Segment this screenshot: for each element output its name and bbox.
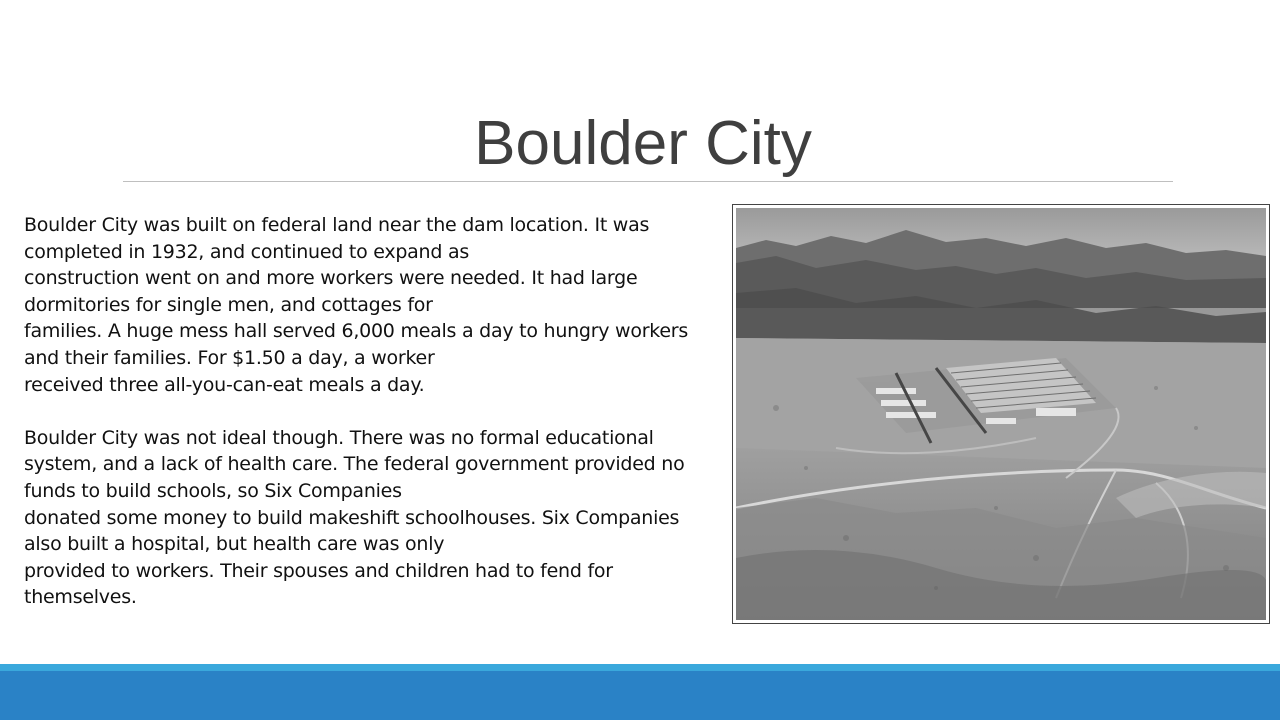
footer-accent-band — [0, 664, 1280, 671]
text-line: construction went on and more workers were needed. It had large — [24, 267, 638, 290]
aerial-photo-icon — [736, 208, 1266, 620]
text-line: Boulder City was not ideal though. There was no formal educational — [24, 426, 654, 449]
text-line: donated some money to build makeshift schoolhouses. Six Companies — [24, 506, 680, 529]
text-line: completed in 1932, and continued to expand as — [24, 240, 469, 263]
slide-title: Boulder City — [474, 109, 812, 178]
aerial-photo — [732, 204, 1270, 624]
text-line: received three all-you-can-eat meals a day. — [24, 373, 425, 396]
text-line: funds to build schools, so Six Companies — [24, 479, 402, 502]
text-line: themselves. — [24, 586, 137, 609]
text-line: Boulder City was built on federal land near the dam location. It was — [24, 214, 650, 236]
text-line: provided to workers. Their spouses and children had to fend for — [24, 559, 613, 582]
text-line: system, and a lack of health care. The federal government provided no — [24, 453, 685, 476]
text-line: dormitories for single men, and cottages for — [24, 293, 433, 316]
footer-band — [0, 671, 1280, 720]
body-text — [24, 212, 724, 611]
text-line: and their families. For $1.50 a day, a worker — [24, 346, 435, 369]
paragraph-gap — [24, 398, 724, 425]
text-line: families. A huge mess hall served 6,000 meals a day to hungry workers — [24, 320, 689, 343]
text-line: also built a hospital, but health care was only — [24, 533, 445, 556]
title-divider — [123, 181, 1173, 182]
